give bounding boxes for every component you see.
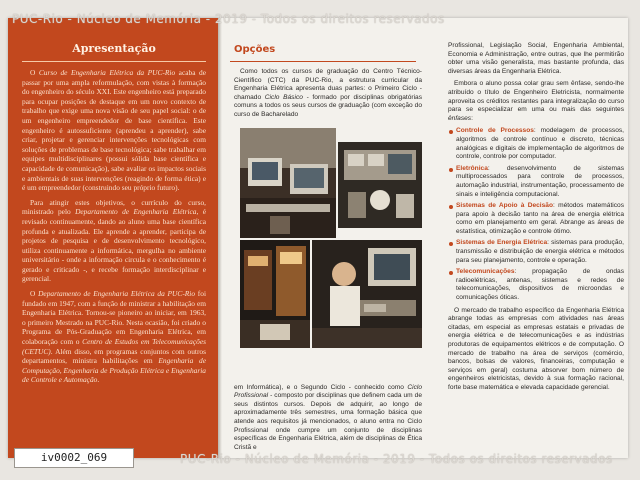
apresentacao-paragraph-2 <box>22 198 206 284</box>
enfase-term: Controle de Processos <box>456 127 534 135</box>
enfase-text: : sistemas para produção, transmissão e distribuição de energia elétrica e métodos para seu planejamento, controle e operação. <box>456 239 624 264</box>
lab-photo-hall <box>240 240 310 348</box>
opcoes-lead <box>230 68 426 120</box>
lab-photo-computers <box>240 128 336 238</box>
enfases-column <box>448 42 624 393</box>
opcoes-rule <box>230 61 416 62</box>
p3-b: foi fundado em 1947, com a função de ministrar a habilitação em Engenharia Elétrica. Tornou-se pioneiro ao iniciar, em 1963, o primeiro Mestrado na PUC-Rio. Nesta ocasião, foi criado o Programa de Pós-Graduação em Engenharia Elétrica, em colaboração com o <box>22 289 206 347</box>
p2-a: Para atingir estes objetivos, o currículo do curso, ministrado pelo <box>22 197 206 217</box>
enfase-term: Eletrônica <box>456 164 488 172</box>
enfase-text: : modelagem de processos, algoritmos de controle contínuo e discreto, técnicas analógicas e digitais de implementação de algoritmos de controle, controle por computador. <box>456 127 624 161</box>
opcoes-title: Opções <box>234 44 276 55</box>
enfase-term: Telecomunicações <box>456 268 515 276</box>
apresentacao-title: Apresentação <box>72 42 156 55</box>
course-name: Curso de Engenharia Elétrica da PUC-Rio <box>38 68 176 77</box>
enfase-term: Sistemas de Energia Elétrica <box>456 239 548 247</box>
enfase-text: : métodos matemáticos para apoio à decisão tanto na área de energia elétrica como em planejamento em geral. Abrange as áreas de estatística, otimização e controle ótimo. <box>456 202 624 235</box>
lab-photo-equipment <box>338 142 422 228</box>
p2-end: : <box>471 114 473 122</box>
after-b: - composto por disciplinas que definem cada um de seus distintos cursos. Depois de adquirir, ao longo de aproximadamente três semestres, uma formação básica que atende aos requisitos já mencionados, o aluno entra no Ciclo Profissional onde cumpre um conjunto de disciplinas específicas de Engenharia Elétrica, além de disciplinas de Ética Cristã e <box>234 392 422 451</box>
enfase-item <box>448 127 624 161</box>
department-name: Departamento de Engenharia Elétrica <box>75 207 197 217</box>
enfase-text: : propagação de ondas radioelétricas, antenas, sistemas e redes de telecomunicações, dispositivos de microondas e comunicações óticas. <box>456 268 624 302</box>
enfase-item <box>448 165 624 199</box>
p2-a-text: Embora o aluno possa colar grau sem ênfase, sendo-lhe atribuído o título de Engenheiro Eletricista, normalmente aproveita os créditos restantes para integralização do curso para se especializar em uma ou mais das seguintes <box>448 80 624 114</box>
lab-photo-student <box>312 240 422 348</box>
cetuc-name: Centro de Estudos em Telecomunicações (CETUC) <box>22 337 206 356</box>
watermark-bottom: PUC-Rio - Núcleo de Memória - 2019 - Todos os direitos reservados <box>180 452 613 466</box>
enfases-list <box>448 127 624 302</box>
apresentacao-paragraph-1 <box>22 68 206 193</box>
col3-continuation: Profissional, Legislação Social, Engenharia Ambiental, Economia e Administração, entre outras, que lhe permitirão obter uma visão generalista, mas bastante profunda, das diversas áreas da Engenharia Elétrica. <box>448 42 624 75</box>
apresentacao-rule <box>22 61 206 62</box>
enfase-term: Sistemas de Apoio à Decisão <box>456 202 554 210</box>
enfase-text: : desenvolvimento de sistemas multiprocessados para controle de processos, automação industrial, instrumentação, processamento de sinais e inteligência computacional. <box>456 164 624 198</box>
opcoes-continued <box>230 384 426 453</box>
after-a: em Informática), e o Segundo Ciclo - conhecido como <box>234 383 408 391</box>
col3-enfases-intro <box>448 80 624 123</box>
enfase-item <box>448 202 624 236</box>
apresentacao-column <box>8 18 218 458</box>
enfase-item <box>448 239 624 265</box>
p3-end: . <box>97 375 100 385</box>
enfases-word: ênfases <box>448 114 472 122</box>
brochure-sheet <box>8 18 628 458</box>
opcoes-column <box>230 18 426 458</box>
p2-b: , é revisado continuamente, dando ao aluno uma base científica profunda e atualizada. Ele aprende a aprender, participa de projetos de pesquisa e de desenvolvimento tecnológico, utiliza continuamente a informática, mergulha no ambiente universitário - onde a informação circula e o conhecimento é gerado e criticado -, e recebe formação interdisciplinar e gerencial. <box>22 207 206 284</box>
p3-c: . Além disso, em programas conjuntos com outros departamentos, ministra habilitações em <box>22 346 206 366</box>
p1-body: acaba de passar por uma ampla reformulação, com vistas à formação do engenheiro do século XXI. Este engenheiro está preparado para ocupar posições de destaque em um novo contexto de trabalho que exige uma nova visão de seu papel social: o de um engenheiro empreendedor de base científica. Este engenheiro é autossuficiente (aprendeu a aprender), sabe criar, projetar e gerenciar intervenções tecnológicas com soluções de problemas de base tecnológica; sabe trabalhar em equipes multidisciplinares (possui sólida base científica e capacidade de comunicação), sabe avaliar os impactos sociais e ambientais de suas intervenções (reagindo de forma ética) e é um empreendedor (construindo seu próprio futuro). <box>22 68 206 193</box>
department-name-full: Departamento de Engenharia Elétrica da PUC-Rio <box>38 289 196 299</box>
image-id-label: iv0002_069 <box>14 448 134 468</box>
enfase-item <box>448 268 624 302</box>
watermark-top: PUC-Rio - Núcleo de Memória - 2019 - Todos os direitos reservados <box>12 12 445 26</box>
habilitacoes: Engenharia de Computação, Engenharia de Produção Elétrica e Engenharia de Controle e Automação <box>22 356 206 385</box>
ciclo-profissional: Ciclo Profissional <box>234 383 422 400</box>
lead-a: Como todos os cursos de graduação do Centro Técnico-Científico (CTC) da PUC-Rio, a estrutura curricular da Engenharia Elétrica apresenta duas partes: o Primeiro Ciclo - chamado <box>234 68 422 101</box>
p1-intro: O <box>30 68 39 77</box>
p3-a: O <box>30 289 39 299</box>
mercado-paragraph: O mercado de trabalho específico da Engenharia Elétrica abrange todas as empresas com atividades nas áreas citadas, em especial as empresas estatais e privadas de energia elétrica e de telecomunicações e as indústrias produtoras de equipamentos elétricos e de computação. O mercado de trabalho na área de serviços (comércio, bancos, bolsas de valores, financeiras, computação e serviços em geral) costuma absorver bom número de engenheiros eletricistas, devido à sua formação racional, forte base matemática e elevada capacidade gerencial. <box>448 306 624 391</box>
apresentacao-paragraph-3 <box>22 289 206 385</box>
lab-photos <box>230 128 426 378</box>
ciclo-basico: Ciclo Básico <box>264 93 303 101</box>
lead-b: - formado por disciplinas obrigatórias comuns a todos os seus cursos de graduação (com exceção do curso de Bacharelado <box>234 93 422 118</box>
fold-shadow <box>218 18 222 458</box>
